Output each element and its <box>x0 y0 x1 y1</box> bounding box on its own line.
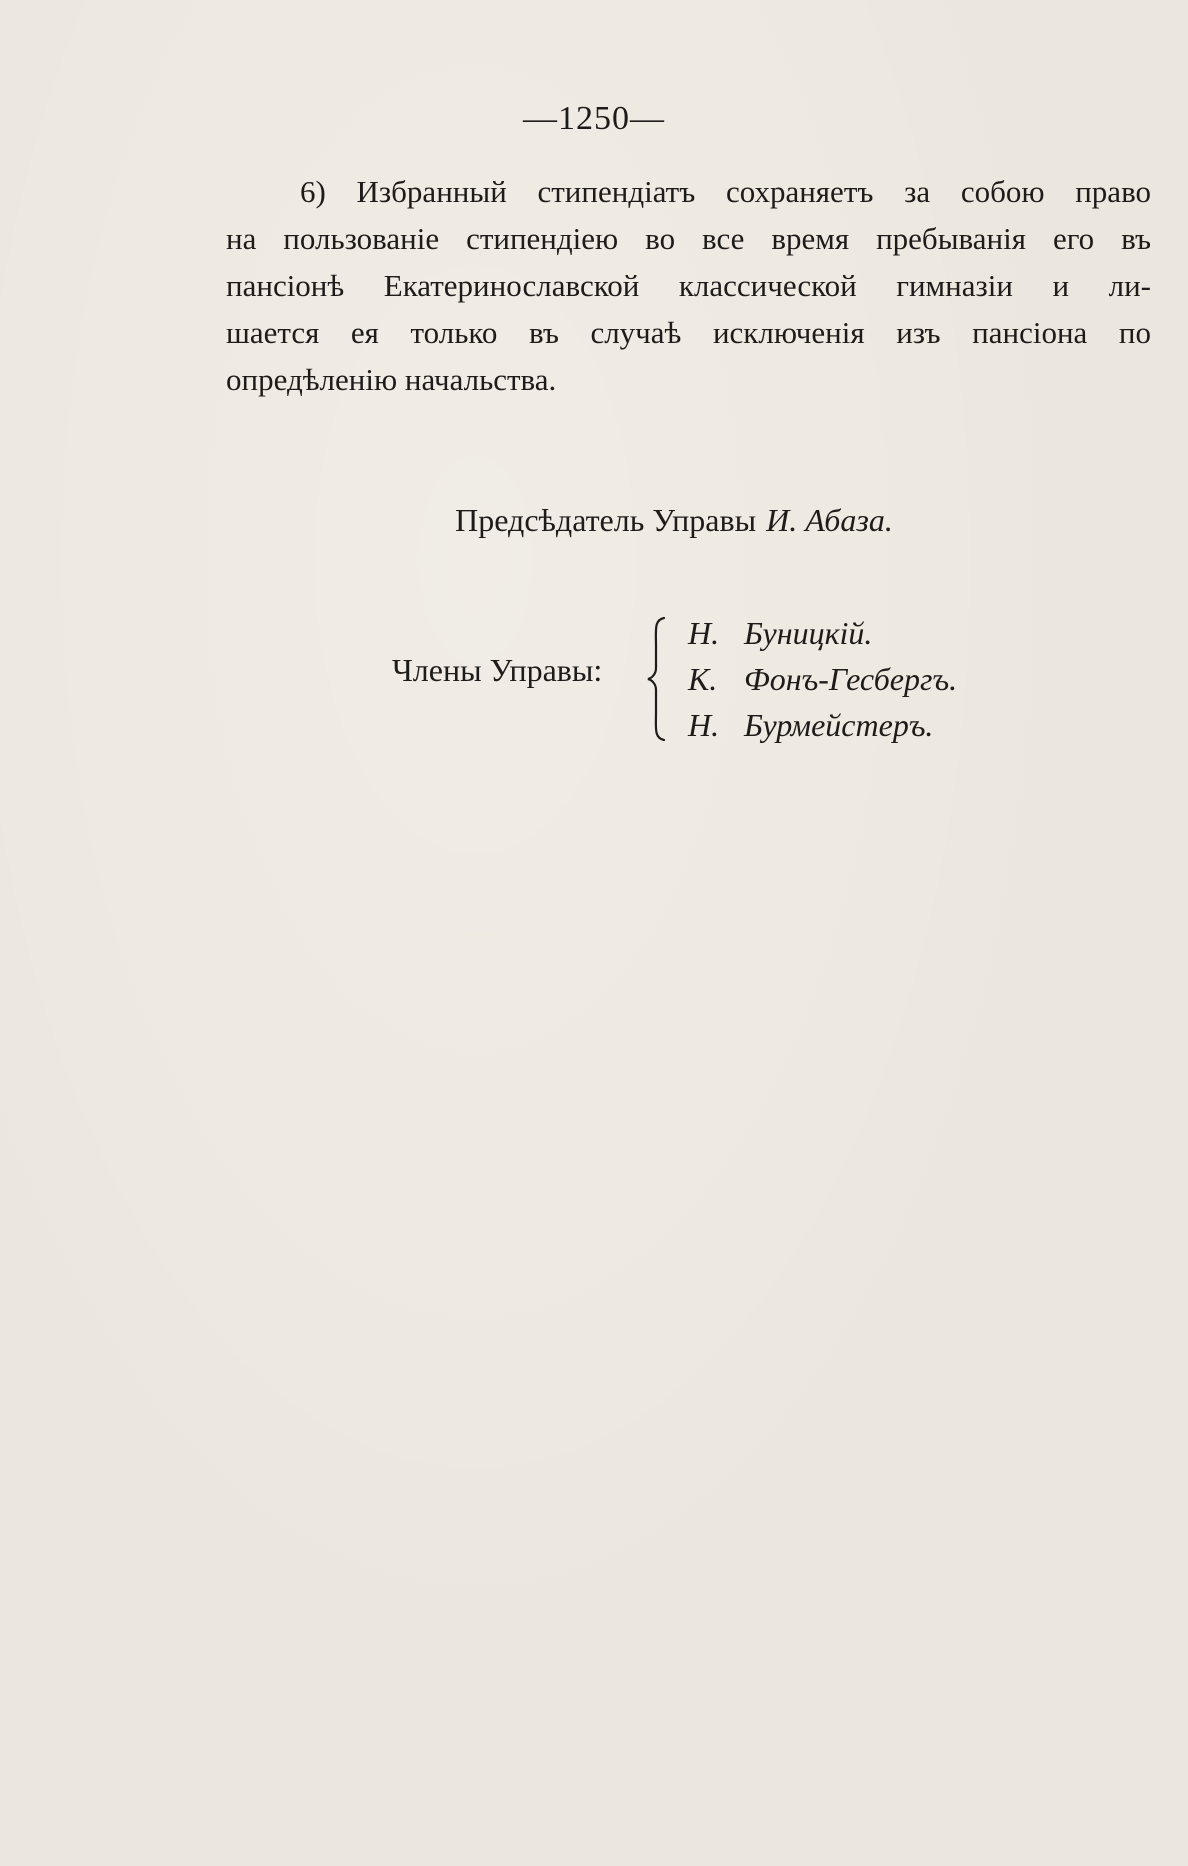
paragraph-line: 6) Избранный стипендіатъ сохраняетъ за собою право <box>300 174 1151 209</box>
members-list <box>688 610 957 748</box>
page-number: —1250— <box>523 100 665 137</box>
curly-brace-icon <box>646 616 668 742</box>
member-item <box>688 610 957 656</box>
paragraph-line: на пользованіе стипендіею во все время пребыванія его въ <box>226 221 1151 256</box>
body-paragraph <box>226 168 1151 403</box>
member-surname: Фонъ-Гесбергъ. <box>744 661 958 697</box>
chairman-signature <box>0 502 1188 539</box>
member-item <box>688 702 957 748</box>
member-initial: Н. <box>688 615 720 651</box>
member-surname: Бурмейстеръ. <box>744 707 934 743</box>
chairman-title: Предсѣдатель Управы <box>455 502 757 538</box>
member-initial: Н. <box>688 707 720 743</box>
paragraph-line: опредѣленію начальства. <box>226 362 557 397</box>
member-initial: К. <box>688 661 718 697</box>
chairman-name: И. Абаза. <box>766 502 893 538</box>
paragraph-line: шается ея только въ случаѣ исключенія изъ пансіона по <box>226 315 1151 350</box>
members-label: Члены Управы: <box>392 652 603 688</box>
member-surname: Буницкій. <box>744 615 873 651</box>
member-item <box>688 656 957 702</box>
paragraph-line: пансіонѣ Екатеринославской классической гимназіи и ли- <box>226 268 1151 303</box>
